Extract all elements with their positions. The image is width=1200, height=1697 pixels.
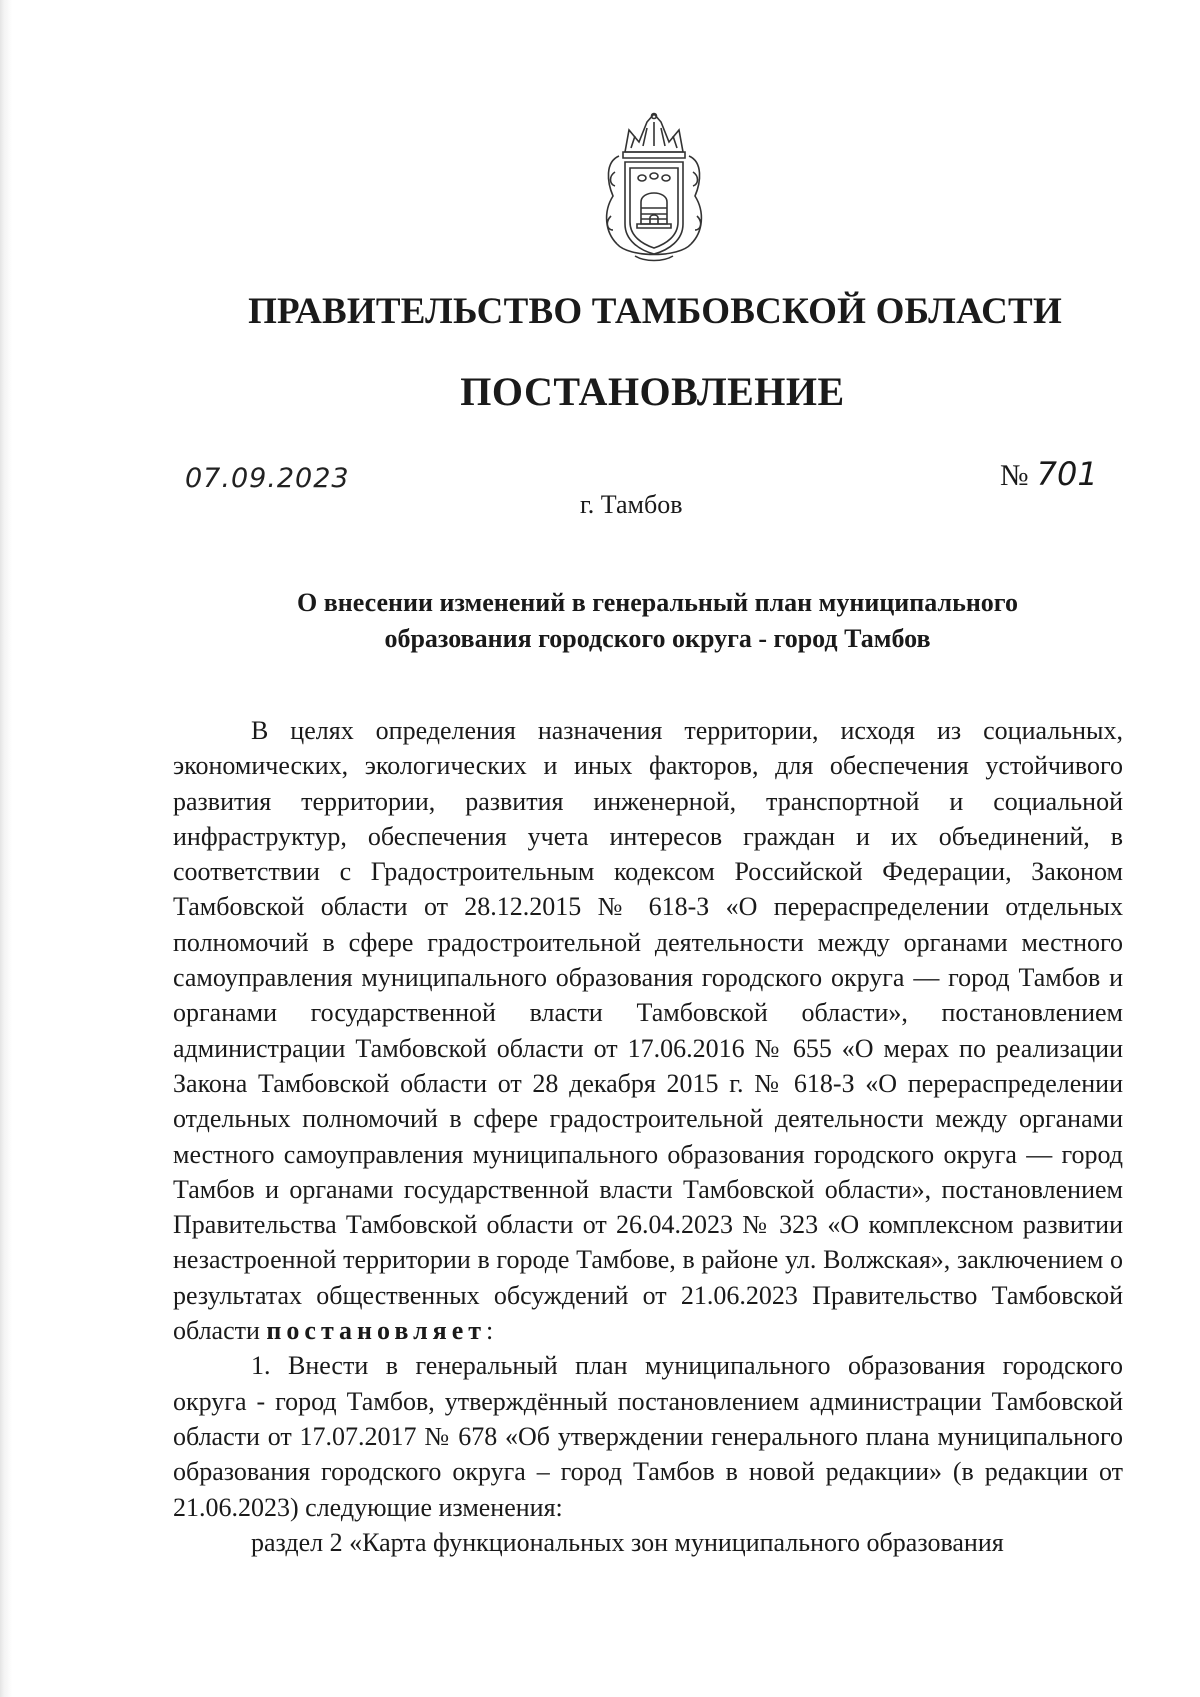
number-value: 701 <box>1036 455 1098 493</box>
document-date: 07.09.2023 <box>185 463 350 494</box>
document-subject <box>0 585 1200 657</box>
decree-colon: : <box>486 1316 494 1346</box>
preamble-paragraph <box>173 713 1123 1348</box>
document-number <box>1000 455 1098 493</box>
item-1-part-paragraph: раздел 2 «Карта функциональных зон муниципального образования <box>251 1527 1004 1557</box>
document-city: г. Тамбов <box>580 490 683 519</box>
document-body <box>173 713 1123 1560</box>
tambov-coat-of-arms-emblem <box>595 112 713 262</box>
organization-title: ПРАВИТЕЛЬСТВО ТАМБОВСКОЙ ОБЛАСТИ <box>248 291 1062 332</box>
decree-word: постановляет <box>266 1316 487 1346</box>
number-sign: № <box>1000 459 1029 492</box>
subject-line-2: образования городского округа - город Тамбов <box>384 624 931 653</box>
document-type-title: ПОСТАНОВЛЕНИЕ <box>460 369 845 414</box>
scan-edge <box>0 0 12 1697</box>
subject-line-1: О внесении изменений в генеральный план муниципального <box>297 588 1018 617</box>
item-1-paragraph: 1. Внести в генеральный план муниципального образования городского округа - город Тамбов, утверждённый постановлением администрации Тамбовской области от 17.07.2017 № 678 «Об утверждении генерального плана муниципального образования городского округа – город Тамбов в новой редакции» (в редакции от 21.06.2023) следующие изменения: <box>173 1351 1123 1522</box>
preamble-text: В целях определения назначения территории, исходя из социальных, экономических, экологических и иных факторов, для обеспечения устойчивого развития территории, развития инженерной, транспортной и социальной инфраструктур, обеспечения учета интересов граждан и их объединений, в соответствии с Градостроительным кодексом Российской Федерации, Законом Тамбовской области от 28.12.2015 № 618-З «О перераспределении отдельных полномочий в сфере градостроительной деятельности между органами местного самоуправления муниципального образования городского округа — город Тамбов и органами государственной власти Тамбовской области», постановлением администрации Тамбовской области от 17.06.2016 № 655 «О мерах по реализации Закона Тамбовской области от 28 декабря 2015 г. № 618-З «О перераспределении отдельных полномочий в сфере градостроительной деятельности между органами местного самоуправления муниципального образования городского округа — город Тамбов и органами государственной власти Тамбовской области», постановлением Правительства Тамбовской области от 26.04.2023 № 323 «О комплексном развитии незастроенной территории в городе Тамбове, в районе ул. Волжская», заключением о результатах общественных обсуждений от 21.06.2023 Правительство Тамбовской области <box>173 716 1123 1346</box>
